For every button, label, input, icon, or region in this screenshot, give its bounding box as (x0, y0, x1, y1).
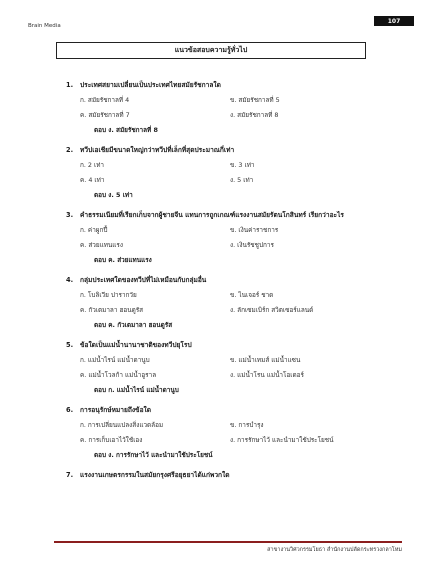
option-row (80, 421, 366, 430)
options (80, 356, 366, 380)
question-number: 4. (66, 276, 74, 284)
question-1 (66, 80, 366, 135)
question-spacer (66, 200, 366, 210)
question-number: 6. (66, 406, 74, 414)
question-text: คำธรรมเนียมที่เรียกเก็บจากผู้ชายจีน แทนการถูกเกณฑ์แรงงานสมัยรัตนโกสินทร์ เรียกว่าอะไร (80, 211, 344, 219)
answer-line: ตอบ ง. 5 เท่า (94, 191, 133, 199)
question-spacer (66, 330, 366, 340)
option-choice: ก. การเปลี่ยนแปลงสิ่งแวดล้อม (80, 421, 164, 429)
option-choice: ง. 5 เท่า (230, 176, 254, 184)
option-choice: ก. ค่าผูกปี้ (80, 226, 108, 234)
options (80, 96, 366, 120)
question-line (66, 275, 366, 285)
question-text: ประเทศสยามเปลี่ยนเป็นประเทศไทยสมัยรัชกาลใด (80, 81, 221, 89)
option-choice: ค. กัวเตมาลา ฮอนดูรัส (80, 306, 144, 314)
option-row (80, 291, 366, 300)
question-2 (66, 145, 366, 200)
option-choice: ง. เงินรัชชูปการ (230, 241, 274, 249)
option-row (80, 241, 366, 250)
options (80, 421, 366, 445)
question-spacer (66, 135, 366, 145)
option-choice: ข. 3 เท่า (230, 161, 255, 169)
option-choice: ข. การบำรุง (230, 421, 264, 429)
question-number: 1. (66, 81, 74, 89)
page-title: แนวข้อสอบความรู้ทั่วไป (56, 42, 366, 59)
options (80, 291, 366, 315)
option-choice: ค. สมัยรัชกาลที่ 7 (80, 111, 130, 119)
question-line (66, 340, 366, 350)
option-row (80, 176, 366, 185)
question-spacer (66, 460, 366, 470)
footer-text: สาขางานวิศวกรรมโยธา สำนักงานปลัดกระทรวงกลาโหม (267, 547, 402, 553)
option-choice: ข. สมัยรัชกาลที่ 5 (230, 96, 280, 104)
question-spacer (66, 265, 366, 275)
question-5 (66, 340, 366, 395)
question-number: 3. (66, 211, 74, 219)
option-choice: ง. แม่น้ำโรน แม่น้ำโอเดอร์ (230, 371, 304, 379)
page-number-badge: 107 (374, 16, 414, 26)
question-number: 7. (66, 471, 74, 479)
question-line (66, 210, 366, 220)
question-text: ข้อใดเป็นแม่น้ำนานาชาติของทวีปยุโรป (80, 341, 192, 349)
option-choice: ค. ส่วยแทนแรง (80, 241, 123, 249)
option-choice: ก. สมัยรัชกาลที่ 4 (80, 96, 130, 104)
answer-line: ตอบ ง. การรักษาไว้ และนำมาใช้ประโยชน์ (94, 451, 213, 459)
question-text: กลุ่มประเทศใดของทวีปที่ไม่เหมือนกับกลุ่มอื่น (80, 276, 207, 284)
options (80, 226, 366, 250)
footer-rule (54, 541, 402, 543)
question-3 (66, 210, 366, 265)
header-brand: Brain Media (28, 23, 61, 29)
question-line (66, 80, 366, 90)
question-text: การอนุรักษ์หมายถึงข้อใด (80, 406, 152, 414)
option-choice: ง. การรักษาไว้ และนำมาใช้ประโยชน์ (230, 436, 334, 444)
option-row (80, 436, 366, 445)
option-row (80, 161, 366, 170)
option-choice: ข. แม่น้ำเทมส์ แม่น้ำแซน (230, 356, 301, 364)
option-choice: ก. โบลิเวีย ปารากวัย (80, 291, 137, 299)
option-choice: ก. แม่น้ำไรน์ แม่น้ำดานูบ (80, 356, 150, 364)
answer-line: ตอบ ง. สมัยรัชกาลที่ 8 (94, 126, 158, 134)
answer-line: ตอบ ก. แม่น้ำไรน์ แม่น้ำดานูบ (94, 386, 179, 394)
option-row (80, 306, 366, 315)
answer-line: ตอบ ค. ส่วยแทนแรง (94, 256, 152, 264)
option-choice: ง. ลักเซมเบิร์ก สวิตเซอร์แลนด์ (230, 306, 314, 314)
option-row (80, 111, 366, 120)
option-choice: ค. แม่น้ำโวลก้า แม่น้ำอูราล (80, 371, 157, 379)
option-row (80, 356, 366, 365)
option-choice: ก. 2 เท่า (80, 161, 105, 169)
question-line (66, 405, 366, 415)
question-7 (66, 470, 366, 480)
question-spacer (66, 395, 366, 405)
question-line (66, 470, 366, 480)
option-row (80, 371, 366, 380)
options (80, 161, 366, 185)
option-row (80, 226, 366, 235)
option-choice: ง. สมัยรัชกาลที่ 8 (230, 111, 279, 119)
question-number: 5. (66, 341, 74, 349)
option-choice: ข. ไนเจอร์ ชาด (230, 291, 274, 299)
answer-line: ตอบ ค. กัวเตมาลา ฮอนดูรัส (94, 321, 173, 329)
option-row (80, 96, 366, 105)
question-text: แรงงานเกษตรกรรมในสมัยกรุงศรีอยุธยาได้แก่พวกใด (80, 471, 230, 479)
question-4 (66, 275, 366, 330)
option-choice: ค. 4 เท่า (80, 176, 105, 184)
quiz-list (66, 80, 366, 480)
option-choice: ค. การเก็บเอาไว้ใช้เอง (80, 436, 143, 444)
question-text: ทวีปเอเชียมีขนาดใหญ่กว่าทวีปที่เล็กที่สุดประมาณกี่เท่า (80, 146, 235, 154)
question-number: 2. (66, 146, 74, 154)
question-line (66, 145, 366, 155)
option-choice: ข. เงินค่าราชการ (230, 226, 279, 234)
question-6 (66, 405, 366, 460)
